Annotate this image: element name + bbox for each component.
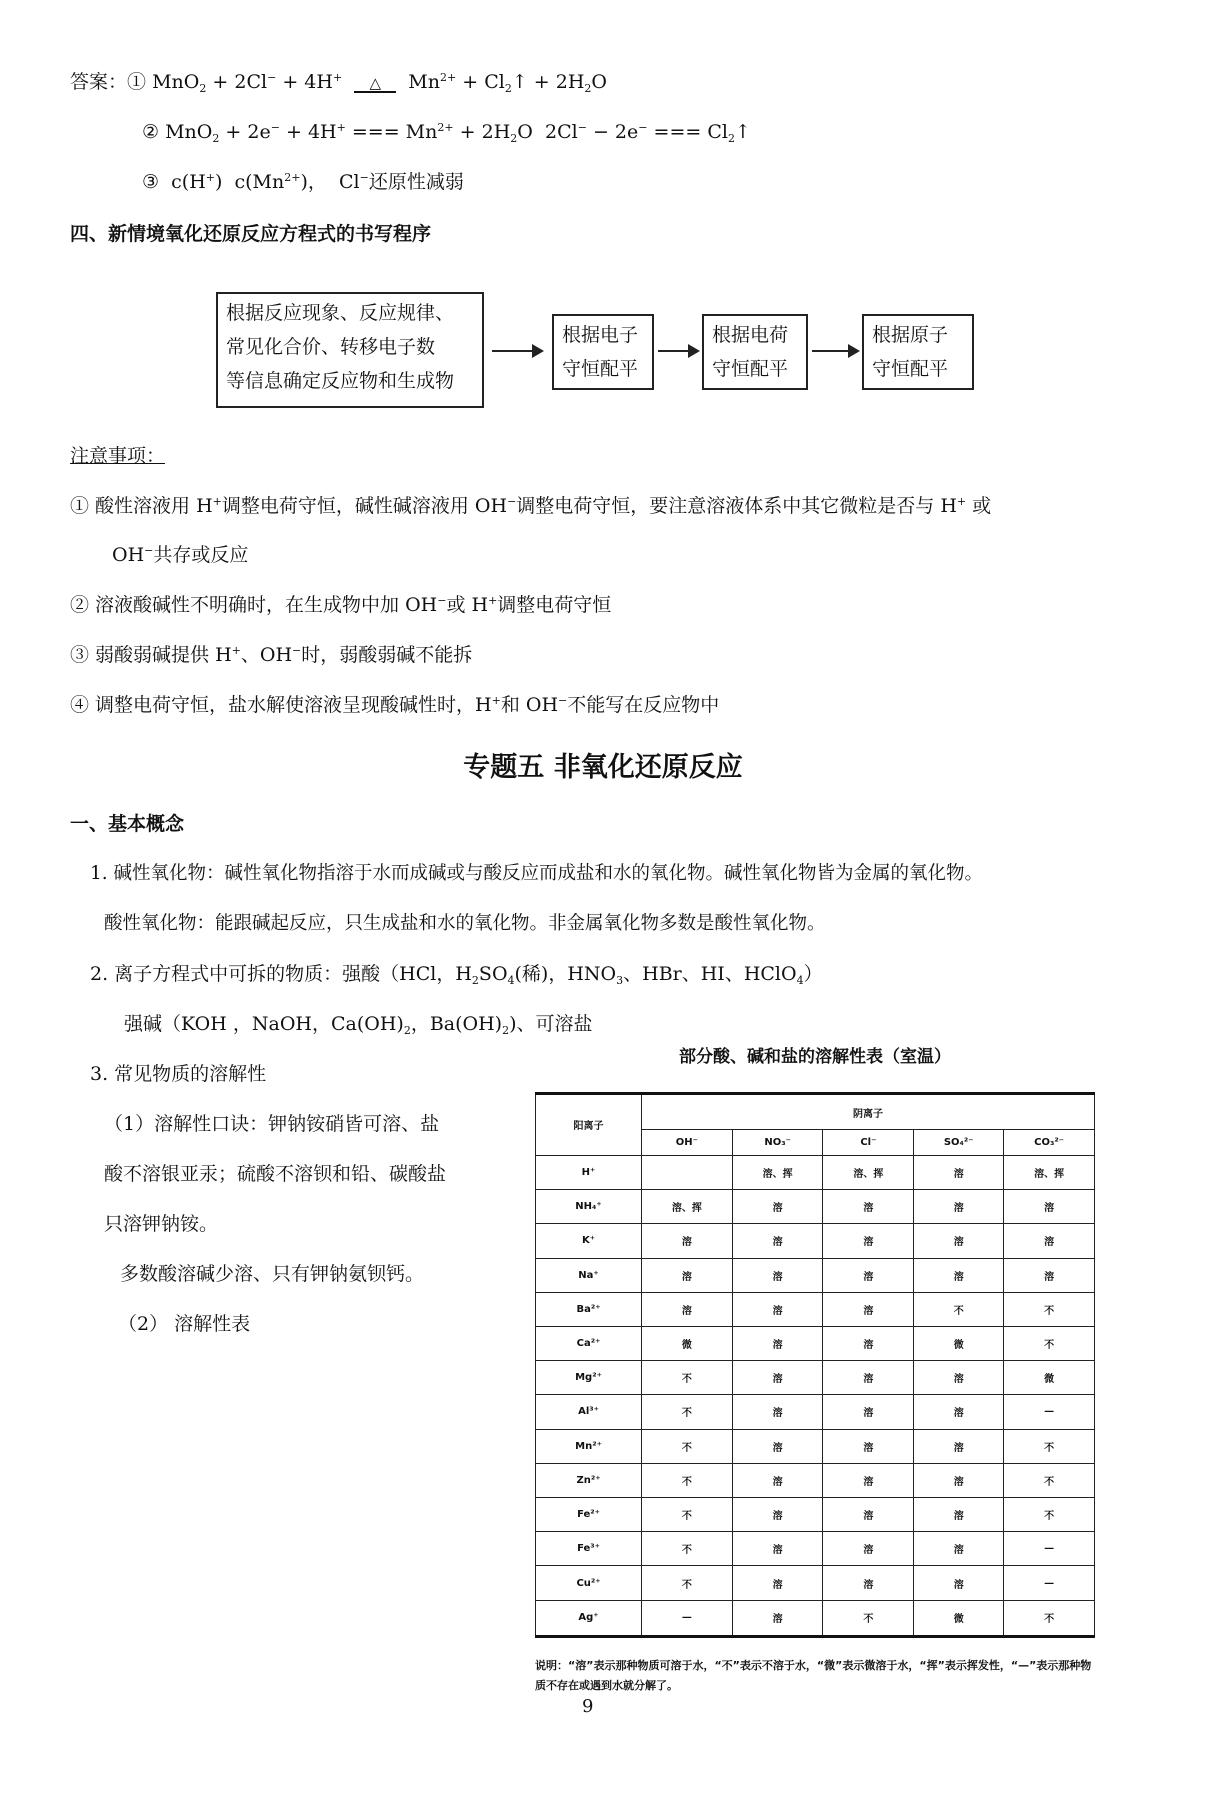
table-cell: 溶 [914,1190,1004,1224]
page-number: 9 [582,1696,594,1717]
note-4: ④ 调整电荷守恒，盐水解使溶液呈现酸碱性时，H+和 OH−不能写在反应物中 [70,694,720,716]
cation-cell: Ba²⁺ [536,1292,642,1326]
table-cell: 溶、挥 [1004,1155,1095,1189]
table-cell: 不 [1004,1292,1095,1326]
table-cell: 微 [914,1600,1004,1636]
table-cell: 溶 [914,1361,1004,1395]
table-cell: 溶 [732,1463,823,1497]
table-cell: 不 [642,1361,733,1395]
table-cell: 溶 [823,1498,914,1532]
anion-cell: NO₃⁻ [732,1130,823,1156]
table-cell: 溶 [732,1429,823,1463]
table-cell: 溶 [914,1532,1004,1566]
concept-2: 2. 离子方程式中可拆的物质：强酸（HCl，$H_2SO_4$(稀)，$HNO_3$、HBr、HI、HClO$_4$） [90,963,823,987]
table-cell: 溶 [1004,1258,1095,1292]
cation-cell: Ca²⁺ [536,1326,642,1360]
table-cell: 不 [642,1498,733,1532]
table-caption: 部分酸、碱和盐的溶解性表（室温） [679,1047,951,1067]
table-cell: 不 [1004,1326,1095,1360]
cation-cell: Ag⁺ [536,1600,642,1636]
table-row [536,1600,1095,1636]
table-cell: 溶 [823,1566,914,1600]
flow-arrow-2 [658,350,698,352]
table-cell: 溶 [823,1361,914,1395]
table-row [536,1498,1095,1532]
table-row [536,1361,1095,1395]
table-cell: 溶 [823,1395,914,1429]
cation-cell: Cu²⁺ [536,1566,642,1600]
table-cell: 溶 [914,1566,1004,1600]
table-row [536,1532,1095,1566]
cation-cell: H⁺ [536,1155,642,1189]
table-cell: 溶 [823,1224,914,1258]
table-cell: 溶 [732,1224,823,1258]
table-row [536,1566,1095,1600]
solubility-rhyme-2: 酸不溶银亚汞；硫酸不溶钡和铅、碳酸盐 [104,1163,447,1185]
cation-cell: Mn²⁺ [536,1429,642,1463]
basic-concepts-heading: 一、基本概念 [70,813,185,835]
solubility-rhyme-3: 只溶钾钠铵。 [104,1213,219,1235]
table-cell: 不 [642,1463,733,1497]
table-row [536,1429,1095,1463]
table-cell: 溶 [914,1224,1004,1258]
flow-box-4: 根据原子 守恒配平 [862,314,974,390]
table-cell: 溶 [823,1532,914,1566]
table-row [536,1224,1095,1258]
table-cell: 溶 [914,1395,1004,1429]
table-cell: — [1004,1566,1095,1600]
flow-arrow-3 [812,350,858,352]
table-cell: 微 [642,1326,733,1360]
table-cell: 溶 [914,1258,1004,1292]
table-cell: — [1004,1532,1095,1566]
table-cell: 溶 [1004,1190,1095,1224]
table-cell: 不 [642,1429,733,1463]
table-cell: 溶 [732,1395,823,1429]
table-cell: 溶 [914,1498,1004,1532]
table-row [536,1395,1095,1429]
table-corner-cell: 阳离子 [536,1094,642,1156]
table-note: 说明：“溶”表示那种物质可溶于水，“不”表示不溶于水，“微”表示微溶于水，“挥”表示挥发性，“—”表示那种物质不存在或遇到水就分解了。 [535,1659,1092,1692]
table-cell: 不 [1004,1429,1095,1463]
flow-box-1: 根据反应现象、反应规律、 常见化合价、转移电子数 等信息确定反应物和生成物 [216,292,484,408]
table-cell: 溶 [1004,1224,1095,1258]
answer-line-2: ② MnO$_2$ + 2e− + 4H+ === $Mn^{2+} + 2H_2O$ [142,121,533,145]
table-cell: 溶 [732,1258,823,1292]
concept-1b: 酸性氧化物：能跟碱起反应，只生成盐和水的氧化物。非金属氧化物多数是酸性氧化物。 [104,913,826,934]
note-1: ① 酸性溶液用 H+调整电荷守恒，碱性碱溶液用 OH−调整电荷守恒，要注意溶液体系中其它微粒是否与 H+ 或 [70,495,992,517]
table-cell: 溶 [732,1361,823,1395]
anion-cell: SO₄²⁻ [914,1130,1004,1156]
table-cell: 微 [1004,1361,1095,1395]
table-cell: 溶 [823,1190,914,1224]
note-1-cont: OH−共存或反应 [112,544,249,566]
flow-arrow-1 [492,350,542,352]
table-cell: 溶 [823,1463,914,1497]
table-cell: 不 [642,1532,733,1566]
table-cell: 溶 [732,1600,823,1636]
table-cell: 溶 [823,1326,914,1360]
table-row [536,1292,1095,1326]
table-cell: 不 [642,1566,733,1600]
solubility-rhyme-4: 多数酸溶碱少溶、只有钾钠氨钡钙。 [120,1263,425,1285]
table-cell: 微 [914,1326,1004,1360]
concept-1: 1. 碱性氧化物：碱性氧化物指溶于水而成碱或与酸反应而成盐和水的氧化物。碱性氧化物皆为金属的氧化物。 [90,863,984,884]
anion-cell: CO₃²⁻ [1004,1130,1095,1156]
table-row [536,1326,1095,1360]
cation-cell: K⁺ [536,1224,642,1258]
cation-cell: NH₄⁺ [536,1190,642,1224]
cation-cell: Fe²⁺ [536,1498,642,1532]
table-cell: 溶 [732,1532,823,1566]
table-cell: 溶 [642,1224,733,1258]
flow-box-3: 根据电荷 守恒配平 [702,314,808,390]
heat-condition-sign: △ [354,76,396,93]
table-cell: 溶 [642,1292,733,1326]
table-cell: 溶 [823,1429,914,1463]
solubility-table [535,1092,1095,1638]
anion-header-cell: 阴离子 [642,1094,1095,1130]
table-cell: 溶、挥 [823,1155,914,1189]
answer-line-3: ③ c(H+) $c(Mn^{2+})$， Cl−还原性减弱 [142,171,464,193]
table-cell: 溶 [732,1566,823,1600]
answer-line-1: 答案：① MnO$_2$ + 2Cl− + 4H+ △ $Mn^{2+}$ + $Cl_2↑ + 2H_2O$ [70,71,607,95]
table-header-row [536,1094,1095,1130]
anion-cell: OH⁻ [642,1130,733,1156]
table-row [536,1155,1095,1189]
table-cell: 溶 [732,1292,823,1326]
concept-3: 3. 常见物质的溶解性 [90,1063,267,1085]
table-cell: 不 [1004,1498,1095,1532]
notes-heading: 注意事项： [70,445,166,467]
table-cell: 不 [1004,1463,1095,1497]
answer-line-2b: 2Cl− − 2e− === $Cl_2↑$ [545,121,751,145]
table-cell: — [1004,1395,1095,1429]
table-cell: 不 [823,1600,914,1636]
table-cell: 溶、挥 [642,1190,733,1224]
topic-5-title: 专题五 非氧化还原反应 [463,752,743,783]
table-cell: 溶 [823,1258,914,1292]
cation-cell: Fe³⁺ [536,1532,642,1566]
cation-cell: Zn²⁺ [536,1463,642,1497]
cation-cell: Na⁺ [536,1258,642,1292]
table-cell: 溶 [642,1258,733,1292]
table-row [536,1258,1095,1292]
table-cell: 溶 [823,1292,914,1326]
table-cell: 不 [1004,1600,1095,1636]
solubility-table-label: （2） 溶解性表 [118,1313,251,1335]
note-3: ③ 弱酸弱碱提供 H+、OH−时，弱酸弱碱不能拆 [70,644,473,666]
anion-cell: Cl⁻ [823,1130,914,1156]
table-row [536,1463,1095,1497]
table-cell: 不 [914,1292,1004,1326]
flow-box-2: 根据电子 守恒配平 [552,314,654,390]
table-cell: 溶 [914,1463,1004,1497]
table-cell [642,1155,733,1189]
section-4-heading: 四、新情境氧化还原反应方程式的书写程序 [70,223,432,245]
table-cell: 不 [642,1395,733,1429]
table-cell: 溶 [732,1190,823,1224]
table-cell: 溶 [732,1498,823,1532]
cation-cell: Mg²⁺ [536,1361,642,1395]
table-cell: — [642,1600,733,1636]
solubility-rhyme-1: （1）溶解性口诀：钾钠铵硝皆可溶、盐 [104,1113,440,1135]
note-2: ② 溶液酸碱性不明确时，在生成物中加 OH−或 H+调整电荷守恒 [70,594,612,616]
table-cell: 溶、挥 [732,1155,823,1189]
cation-cell: Al³⁺ [536,1395,642,1429]
table-row [536,1190,1095,1224]
table-cell: 溶 [914,1429,1004,1463]
concept-2b: 强碱（KOH ，NaOH，$Ca(OH)_2$，$Ba(OH)_2$)、可溶盐 [124,1013,593,1037]
table-cell: 溶 [732,1326,823,1360]
table-cell: 溶 [914,1155,1004,1189]
